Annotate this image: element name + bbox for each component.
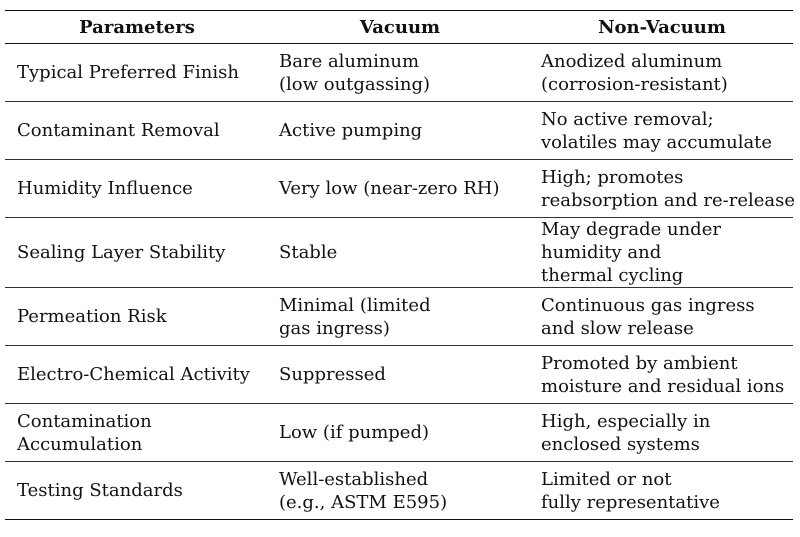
cell-non-vacuum bbox=[531, 160, 796, 218]
cell-text: Well-established bbox=[279, 468, 429, 490]
cell-text: Limited or not bbox=[541, 468, 672, 490]
cell-text: enclosed systems bbox=[541, 433, 700, 455]
cell-vacuum bbox=[269, 160, 531, 218]
cell-text: fully representative bbox=[541, 491, 720, 513]
cell-text: Humidity Influence bbox=[17, 178, 193, 199]
cell-text: moisture and residual ions bbox=[541, 375, 785, 397]
comparison-table bbox=[5, 10, 796, 520]
cell-text: volatiles may accumulate bbox=[541, 131, 773, 153]
header-row bbox=[5, 11, 793, 44]
cell-text: Accumulation bbox=[17, 433, 143, 455]
cell-parameter bbox=[5, 102, 269, 160]
cell-text: Electro-Chemical Activity bbox=[17, 364, 250, 385]
cell-vacuum bbox=[269, 462, 531, 520]
cell-text: Very low (near-zero RH) bbox=[279, 178, 500, 199]
cell-parameter bbox=[5, 160, 269, 218]
table-row bbox=[5, 160, 793, 218]
cell-text: Contaminant Removal bbox=[17, 120, 220, 141]
cell-vacuum bbox=[269, 288, 531, 346]
cell-text: Minimal (limited bbox=[279, 294, 431, 316]
cell-parameter bbox=[5, 288, 269, 346]
cell-text: No active removal; bbox=[541, 108, 714, 130]
cell-parameter bbox=[5, 44, 269, 102]
cell-text: (e.g., ASTM E595) bbox=[279, 491, 448, 513]
table-row bbox=[5, 404, 793, 462]
cell-text: reabsorption and re-release bbox=[541, 189, 796, 211]
cell-non-vacuum bbox=[531, 462, 793, 520]
header-vacuum: Vacuum bbox=[359, 16, 441, 38]
cell-text: (corrosion-resistant) bbox=[541, 73, 728, 95]
cell-vacuum bbox=[269, 102, 531, 160]
cell-non-vacuum bbox=[531, 44, 793, 102]
cell-text: gas ingress) bbox=[279, 317, 390, 339]
cell-vacuum bbox=[269, 346, 531, 404]
cell-text: thermal cycling bbox=[541, 265, 684, 286]
cell-parameter bbox=[5, 346, 269, 404]
cell-text: Bare aluminum bbox=[279, 50, 420, 72]
cell-text: Suppressed bbox=[279, 364, 386, 385]
cell-text: Contamination bbox=[17, 410, 152, 432]
cell-text: May degrade under bbox=[541, 219, 721, 240]
cell-text: Permeation Risk bbox=[17, 306, 167, 327]
cell-text: Stable bbox=[279, 242, 338, 263]
header-parameters: Parameters bbox=[79, 16, 195, 38]
cell-text: and slow release bbox=[541, 317, 694, 339]
cell-parameter bbox=[5, 218, 269, 288]
cell-non-vacuum bbox=[531, 102, 793, 160]
cell-parameter bbox=[5, 462, 269, 520]
cell-text: Low (if pumped) bbox=[279, 422, 429, 443]
cell-non-vacuum bbox=[531, 404, 793, 462]
table-header bbox=[5, 11, 793, 44]
table-row bbox=[5, 218, 793, 288]
comparison-table-container bbox=[5, 10, 796, 520]
cell-non-vacuum bbox=[531, 218, 793, 288]
table-row bbox=[5, 462, 793, 520]
header-non-vacuum: Non-Vacuum bbox=[598, 16, 726, 38]
cell-vacuum bbox=[269, 44, 531, 102]
cell-vacuum bbox=[269, 218, 531, 288]
cell-text: Continuous gas ingress bbox=[541, 294, 755, 316]
table-row bbox=[5, 346, 793, 404]
cell-text: Sealing Layer Stability bbox=[17, 242, 226, 263]
table-row bbox=[5, 44, 793, 102]
cell-non-vacuum bbox=[531, 288, 793, 346]
cell-text: (low outgassing) bbox=[279, 73, 431, 95]
cell-text: Promoted by ambient bbox=[541, 352, 738, 374]
cell-text: Typical Preferred Finish bbox=[17, 62, 239, 83]
cell-text: Anodized aluminum bbox=[541, 50, 723, 72]
cell-non-vacuum bbox=[531, 346, 793, 404]
cell-vacuum bbox=[269, 404, 531, 462]
cell-text: humidity and bbox=[541, 242, 662, 263]
cell-text: Active pumping bbox=[279, 120, 423, 141]
table-body bbox=[5, 44, 796, 520]
cell-text: Testing Standards bbox=[17, 480, 183, 501]
cell-parameter bbox=[5, 404, 269, 462]
table-row bbox=[5, 288, 793, 346]
cell-text: High; promotes bbox=[541, 166, 684, 188]
cell-text: High, especially in bbox=[541, 410, 711, 432]
table-row bbox=[5, 102, 793, 160]
